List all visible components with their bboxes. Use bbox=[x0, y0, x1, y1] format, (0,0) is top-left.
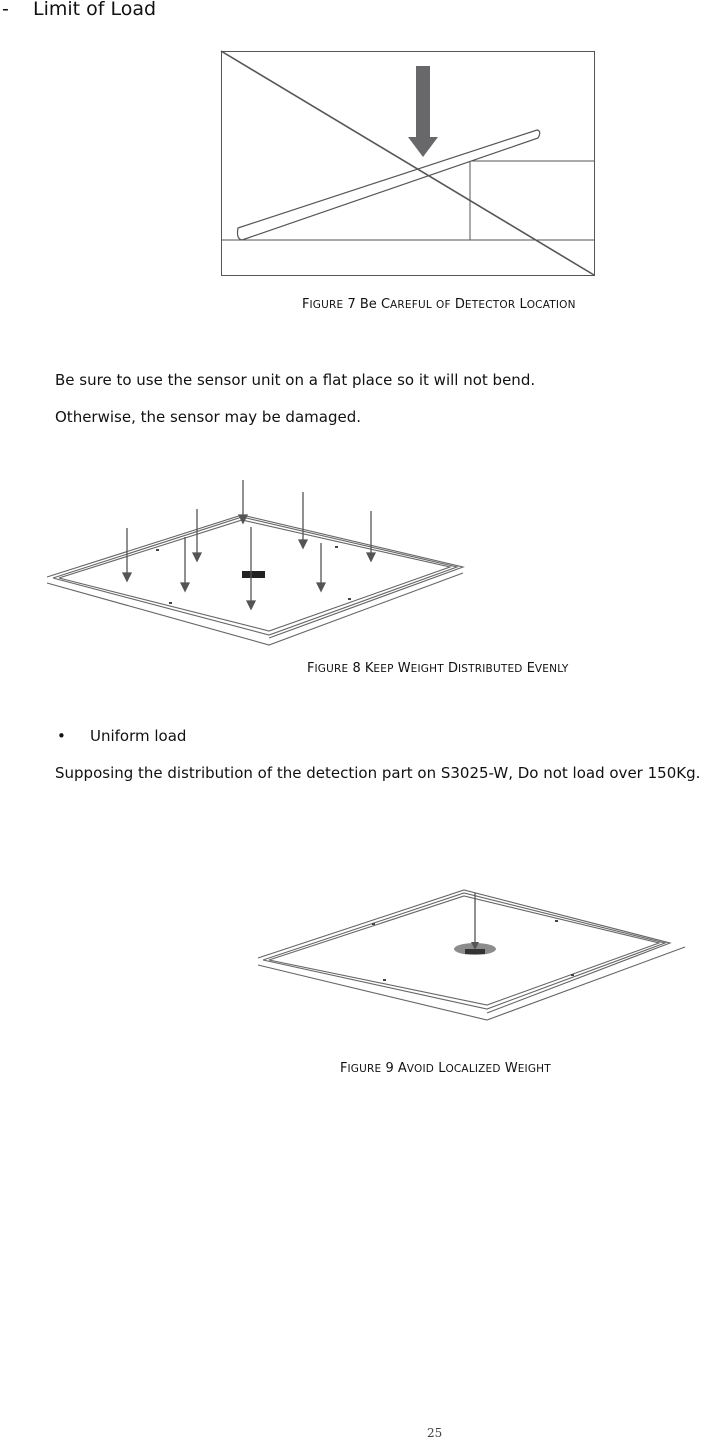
caption-smallcaps: ISTRIBUTED bbox=[457, 663, 523, 675]
text-line-2: Otherwise, the sensor may be damaged. bbox=[55, 408, 361, 426]
uniform-load-label: Uniform load bbox=[90, 727, 187, 745]
caption-smallcaps: IGURE bbox=[347, 1063, 382, 1075]
caption-smallcaps: VOID bbox=[406, 1063, 435, 1075]
heading-title: Limit of Load bbox=[33, 0, 157, 20]
caption-smallcaps: EEP bbox=[373, 663, 394, 675]
figure9-caption: FIGURE 9 AVOID LOCALIZED WEIGHT bbox=[340, 1061, 551, 1076]
uniform-load-description: Supposing the distribution of the detection part on S3025-W, Do not load over 150Kg. bbox=[55, 764, 701, 782]
figure7-illustration bbox=[221, 51, 595, 277]
heading-dash: - bbox=[2, 0, 9, 20]
figure8-illustration bbox=[45, 475, 475, 645]
bullet-icon: • bbox=[57, 727, 66, 745]
caption-smallcaps: IGURE bbox=[314, 663, 349, 675]
caption-smallcaps: IGURE bbox=[309, 299, 344, 311]
page-number: 25 bbox=[427, 1426, 443, 1440]
caption-smallcaps: OF bbox=[436, 299, 451, 311]
text-line-1: Be sure to use the sensor unit on a flat place so it will not bend. bbox=[55, 371, 536, 389]
caption-smallcaps: AREFUL bbox=[390, 299, 432, 311]
uniform-load-bullet bbox=[57, 727, 187, 745]
caption-smallcaps: EIGHT bbox=[410, 663, 444, 675]
caption-smallcaps: EIGHT bbox=[517, 1063, 551, 1075]
figure7-caption: FIGURE 7 Be CAREFUL OF DETECTOR LOCATION bbox=[302, 297, 576, 312]
figure9-illustration bbox=[255, 885, 690, 1025]
section-heading bbox=[2, 0, 157, 20]
caption-smallcaps: OCATION bbox=[526, 299, 576, 311]
caption-smallcaps: OCALIZED bbox=[445, 1063, 501, 1075]
caption-smallcaps: ETECTOR bbox=[464, 299, 516, 311]
caption-smallcaps: VENLY bbox=[534, 663, 569, 675]
figure8-caption: FIGURE 8 KEEP WEIGHT DISTRIBUTED EVENLY bbox=[307, 661, 569, 676]
